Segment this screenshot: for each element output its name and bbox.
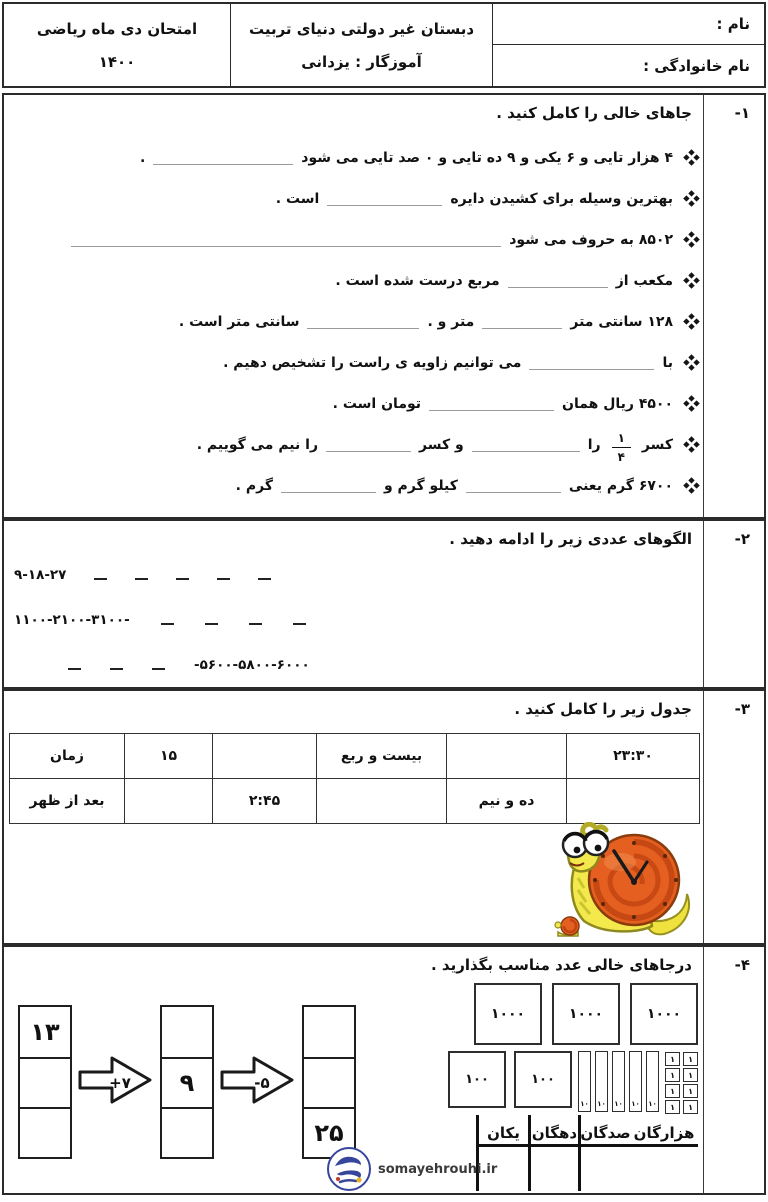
question-1-title: جاهای خالی را کامل کنید .	[496, 104, 692, 122]
table-cell: ۲۳:۳۰	[566, 734, 699, 779]
pattern-blank[interactable]	[152, 668, 165, 670]
answer-blank[interactable]	[326, 438, 411, 452]
place-value-answer-cell[interactable]	[528, 1147, 578, 1191]
ten-label: ۱۰	[597, 1100, 606, 1108]
pattern-numbers: -۵۶۰۰-۵۸۰۰-۶۰۰۰	[194, 657, 310, 673]
fill-blank-item	[12, 383, 698, 424]
question-4-number: ۴-	[734, 956, 750, 974]
item-text: کیلو گرم و	[383, 477, 458, 494]
item-text: ۱۲۸ سانتی متر	[570, 313, 673, 330]
pattern-row	[14, 608, 694, 632]
machine-cell-empty[interactable]	[162, 1007, 212, 1057]
machine-column-2	[160, 1005, 214, 1159]
thousand-block: ۱۰۰۰	[474, 983, 542, 1045]
question-3-number-column	[703, 691, 764, 943]
item-text: با	[662, 354, 673, 371]
machine-cell-empty[interactable]	[162, 1107, 212, 1157]
pattern-blank[interactable]	[217, 578, 230, 580]
question-2-number-column	[703, 521, 764, 687]
diamond-bullet-icon	[683, 149, 700, 166]
item-text: است .	[275, 190, 320, 207]
watermark	[326, 1146, 497, 1192]
item-text: کسر	[641, 436, 673, 453]
question-2-number: ۲-	[734, 530, 750, 548]
question-2-title: الگوهای عددی زیر را ادامه دهید .	[449, 530, 692, 548]
thousand-block: ۱۰۰۰	[630, 983, 698, 1045]
plus-seven-arrow	[78, 1051, 154, 1113]
pattern-numbers: ۱۱۰۰-۲۱۰۰-۳۱۰۰-	[14, 612, 130, 628]
table-cell: ده و نیم	[446, 779, 566, 824]
fill-blank-item	[12, 178, 698, 219]
one-block: ۱	[683, 1052, 698, 1066]
machine-cell-empty[interactable]	[304, 1057, 354, 1107]
answer-blank[interactable]	[327, 192, 442, 206]
pattern-blank[interactable]	[205, 623, 218, 625]
machine-column-1	[18, 1005, 72, 1159]
fill-blank-item	[12, 301, 698, 342]
baby-snail-image	[555, 917, 579, 936]
watermark-logo-icon	[326, 1146, 372, 1192]
table-cell-empty[interactable]	[124, 779, 212, 824]
table-cell-empty[interactable]	[446, 734, 566, 779]
question-3-title: جدول زیر را کامل کنید .	[514, 700, 692, 718]
one-block: ۱	[665, 1068, 680, 1082]
machine-cell: ۹	[162, 1057, 212, 1107]
pattern-blank[interactable]	[94, 578, 107, 580]
item-text: را نیم می گوییم .	[196, 436, 319, 453]
machine-column-3	[302, 1005, 356, 1159]
question-1-box	[2, 93, 766, 519]
q3-table	[9, 733, 700, 824]
table-row	[9, 734, 699, 779]
item-text: متر و .	[427, 313, 475, 330]
exam-year: ۱۴۰۰	[98, 52, 136, 71]
lastname-row[interactable]	[493, 45, 764, 86]
place-value-header: هزارگان	[630, 1115, 698, 1147]
thousand-blocks	[474, 983, 698, 1045]
diamond-bullet-icon	[683, 190, 700, 207]
item-text: ۴ هزار تایی و ۶ یکی و ۹ ده تایی و ۰ صد تایی می شود	[301, 149, 673, 166]
item-text: سانتی متر است .	[178, 313, 300, 330]
hundred-blocks	[448, 1051, 572, 1108]
pattern-row	[14, 653, 694, 677]
table-cell: بیست و ربع	[316, 734, 446, 779]
question-1-number: ۱-	[734, 104, 750, 122]
table-cell: ۲:۴۵	[212, 779, 316, 824]
pattern-blank[interactable]	[258, 578, 271, 580]
answer-blank[interactable]	[71, 233, 501, 247]
snail-clock-image	[550, 822, 700, 944]
diamond-bullet-icon	[683, 354, 700, 371]
table-cell: ۱۵	[124, 734, 212, 779]
one-block: ۱	[665, 1052, 680, 1066]
answer-blank[interactable]	[281, 479, 376, 493]
diamond-bullet-icon	[683, 272, 700, 289]
fill-blank-item	[12, 260, 698, 301]
pattern-blank[interactable]	[68, 668, 81, 670]
pattern-blank[interactable]	[161, 623, 174, 625]
school-section	[230, 4, 493, 86]
diamond-bullet-icon	[683, 313, 700, 330]
minus-five-arrow	[220, 1051, 296, 1113]
place-value-answer-cell[interactable]	[578, 1147, 630, 1191]
exam-title: امتحان دی ماه ریاضی	[36, 19, 198, 38]
question-1-number-column	[703, 95, 764, 517]
place-value-table	[476, 1115, 698, 1191]
pattern-row	[14, 563, 694, 587]
machine-cell: ۲۵	[304, 1107, 354, 1157]
fill-blank-item	[12, 342, 698, 383]
ten-label: ۱۰	[648, 1100, 657, 1108]
item-text: تومان است .	[332, 395, 422, 412]
table-cell-empty[interactable]	[212, 734, 316, 779]
ten-label: ۱۰	[614, 1100, 623, 1108]
arrow1-label: +۷	[109, 1074, 131, 1092]
machine-cell: ۱۳	[30, 1018, 60, 1046]
fraction-one-fourth	[612, 432, 631, 463]
item-text: .	[139, 149, 146, 166]
arrow2-label: -۵	[254, 1074, 270, 1092]
ten-block	[646, 1051, 659, 1112]
hundred-block: ۱۰۰	[448, 1051, 506, 1108]
one-block: ۱	[665, 1100, 680, 1114]
ten-block	[578, 1051, 591, 1112]
fill-blank-item	[12, 424, 698, 465]
one-unit-blocks	[665, 1052, 698, 1114]
name-label: نام :	[716, 15, 750, 33]
fill-blank-item	[12, 137, 698, 178]
one-block: ۱	[683, 1068, 698, 1082]
fill-blank-item	[12, 465, 698, 506]
answer-blank[interactable]	[429, 397, 554, 411]
item-text: ۴۵۰۰ ریال همان	[562, 395, 673, 412]
answer-blank[interactable]	[472, 438, 580, 452]
lastname-label: نام خانوادگی :	[643, 56, 750, 75]
item-text: و کسر	[419, 436, 464, 453]
diamond-bullet-icon	[683, 477, 700, 494]
q2-patterns	[14, 563, 694, 677]
header-table	[2, 2, 766, 88]
answer-blank[interactable]	[529, 356, 654, 370]
machine-cell-empty[interactable]	[20, 1107, 70, 1157]
place-value-answer-row	[476, 1147, 698, 1191]
table-cell-empty[interactable]	[566, 779, 699, 824]
ten-block	[629, 1051, 642, 1112]
machine-cell-empty[interactable]	[20, 1057, 70, 1107]
table-cell-empty[interactable]	[316, 779, 446, 824]
pattern-numbers: ۹-۱۸-۲۷	[14, 567, 67, 583]
place-value-header: یکان	[476, 1115, 528, 1147]
fill-blank-item	[12, 219, 698, 260]
one-block: ۱	[683, 1100, 698, 1114]
watermark-site-text: somayehrouhi.ir	[378, 1161, 498, 1177]
machine-cell-empty[interactable]	[304, 1007, 354, 1057]
item-text: را	[587, 436, 601, 453]
pattern-blank[interactable]	[110, 668, 123, 670]
table-cell: زمان	[9, 734, 124, 779]
fraction-numerator: ۱	[612, 432, 631, 448]
question-4-title: درجاهای خالی عدد مناسب بگذارید .	[431, 956, 692, 974]
school-name: دبستان غیر دولتی دنیای تربیت	[248, 19, 475, 38]
exam-section	[4, 4, 230, 86]
pattern-blank[interactable]	[293, 623, 306, 625]
one-block: ۱	[665, 1084, 680, 1098]
item-text: مربع درست شده است .	[335, 272, 500, 289]
answer-blank[interactable]	[153, 151, 293, 165]
item-text: بهترین وسیله برای کشیدن دایره	[450, 190, 673, 207]
item-text: مکعب از	[615, 272, 673, 289]
question-2-box	[2, 519, 766, 689]
answer-blank[interactable]	[482, 315, 562, 329]
hundred-block: ۱۰۰	[514, 1051, 572, 1108]
ten-label: ۱۰	[580, 1100, 589, 1108]
table-cell: بعد از ظهر	[9, 779, 124, 824]
student-name-section	[493, 4, 764, 86]
teacher-name: آموزگار : یزدانی	[301, 52, 422, 71]
ten-label: ۱۰	[631, 1100, 640, 1108]
diamond-bullet-icon	[683, 231, 700, 248]
answer-blank[interactable]	[466, 479, 561, 493]
number-machine-diagram	[18, 1005, 356, 1159]
item-text: ۶۷۰۰ گرم یعنی	[568, 477, 673, 494]
question-4-number-column	[703, 947, 764, 1193]
answer-blank[interactable]	[508, 274, 608, 288]
pattern-blank[interactable]	[176, 578, 189, 580]
item-text: می توانیم زاویه ی راست را تشخیص دهیم .	[223, 354, 522, 371]
ten-strips	[578, 1051, 659, 1112]
pattern-blank[interactable]	[249, 623, 262, 625]
place-value-header: دهگان	[528, 1115, 578, 1147]
diamond-bullet-icon	[683, 436, 700, 453]
ten-block	[612, 1051, 625, 1112]
pattern-blank[interactable]	[135, 578, 148, 580]
table-row	[9, 779, 699, 824]
thousand-block: ۱۰۰۰	[552, 983, 620, 1045]
answer-blank[interactable]	[307, 315, 419, 329]
diamond-bullet-icon	[683, 395, 700, 412]
hundreds-tens-ones-row	[448, 1051, 698, 1114]
place-value-answer-cell[interactable]	[630, 1147, 698, 1191]
item-text: ۸۵۰۲ به حروف می شود	[509, 231, 673, 248]
q1-items	[12, 137, 698, 506]
place-value-header: صدگان	[578, 1115, 630, 1147]
snail-clock-illustration	[550, 822, 700, 948]
one-block: ۱	[683, 1084, 698, 1098]
item-text: گرم .	[235, 477, 273, 494]
place-value-header-row	[476, 1115, 698, 1147]
question-3-number: ۳-	[734, 700, 750, 718]
fraction-denominator: ۴	[617, 450, 625, 464]
ten-block	[595, 1051, 608, 1112]
name-row[interactable]	[493, 4, 764, 45]
